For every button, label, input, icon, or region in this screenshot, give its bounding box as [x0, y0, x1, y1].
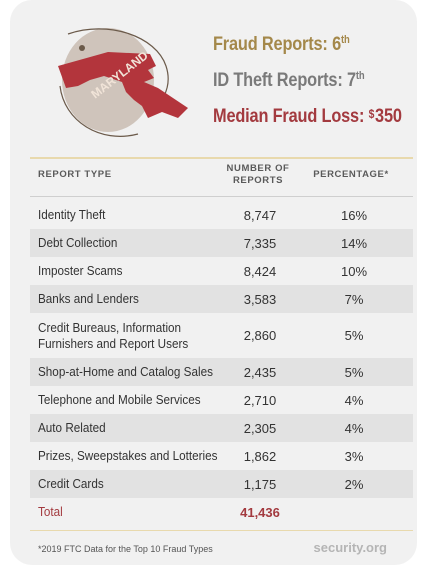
cell-number: 7,335 [243, 235, 277, 251]
logo-dot [79, 45, 85, 51]
divider-bottom [30, 530, 413, 531]
header-report-type: REPORT TYPE [38, 169, 112, 180]
cell-report-type: Telephone and Mobile Services [38, 392, 201, 407]
cell-number: 2,860 [243, 328, 277, 343]
median-fraud-loss [213, 106, 402, 128]
header-percentage: PERCENTAGE* [313, 169, 389, 180]
cell-percentage: 5% [344, 364, 364, 380]
cell-report-type: Auto Related [38, 420, 106, 435]
cell-report-type: Debt Collection [38, 235, 118, 250]
total-number: 41,436 [240, 504, 280, 520]
cell-report-type: Credit Bureaus, Information Furnishers and Report Users [38, 319, 189, 351]
cell-number: 2,710 [243, 392, 277, 408]
fraud-reports-sup: th [340, 34, 350, 46]
table-row [30, 201, 413, 229]
table-row [30, 229, 413, 257]
cell-report-type: Credit Cards [38, 476, 104, 491]
header-num-line2: REPORTS [232, 175, 284, 186]
logo-text: MARYLAND [88, 48, 151, 102]
table-row [30, 414, 413, 442]
header-num-line1: NUMBER OF [226, 163, 290, 174]
cell-percentage: 2% [344, 476, 364, 492]
cell-percentage: 5% [344, 328, 364, 343]
divider-header [30, 196, 413, 197]
table-body [30, 201, 413, 526]
cell-report-type: Imposter Scams [38, 263, 123, 278]
brand-logo: security.org [313, 540, 387, 555]
cell-percentage: 4% [344, 420, 364, 436]
cell-percentage: 16% [340, 207, 368, 223]
median-loss-label: Median Fraud Loss: [213, 106, 369, 127]
cell-percentage: 3% [344, 448, 364, 464]
cell-number: 2,305 [243, 420, 277, 436]
table-row [30, 470, 413, 498]
header [10, 0, 417, 155]
cell-report-type: Shop-at-Home and Catalog Sales [38, 364, 213, 379]
cell-report-type: Identity Theft [38, 207, 106, 222]
total-label: Total [38, 504, 63, 519]
table-row [30, 313, 413, 358]
infographic-card [10, 0, 417, 565]
cell-percentage: 10% [340, 263, 368, 279]
table-row [30, 386, 413, 414]
table-row [30, 285, 413, 313]
id-theft-label: ID Theft Reports: 7 [213, 70, 356, 91]
cell-percentage: 7% [344, 291, 364, 307]
cell-report-type: Banks and Lenders [38, 291, 139, 306]
total-row [30, 498, 413, 526]
median-loss-value: 350 [375, 106, 402, 127]
cell-number: 1,862 [243, 448, 277, 464]
maryland-map-logo [38, 26, 208, 146]
footnote: *2019 FTC Data for the Top 10 Fraud Types [38, 544, 213, 554]
table-row [30, 442, 413, 470]
id-theft-rank [213, 70, 364, 92]
header-number-of-reports [218, 163, 298, 187]
fraud-reports-rank [213, 34, 350, 56]
median-loss-currency: $ [368, 107, 375, 121]
cell-report-type: Prizes, Sweepstakes and Lotteries [38, 448, 218, 463]
cell-number: 8,424 [243, 263, 277, 279]
cell-number: 2,435 [243, 364, 277, 380]
cell-number: 1,175 [243, 476, 277, 492]
table-row [30, 257, 413, 285]
cell-number: 8,747 [243, 207, 277, 223]
id-theft-sup: th [355, 70, 365, 82]
divider-top [30, 157, 413, 159]
table-header [10, 160, 417, 196]
fraud-reports-label: Fraud Reports: 6 [213, 34, 341, 55]
cell-number: 3,583 [243, 291, 277, 307]
table-row [30, 358, 413, 386]
cell-percentage: 14% [340, 235, 368, 251]
cell-percentage: 4% [344, 392, 364, 408]
